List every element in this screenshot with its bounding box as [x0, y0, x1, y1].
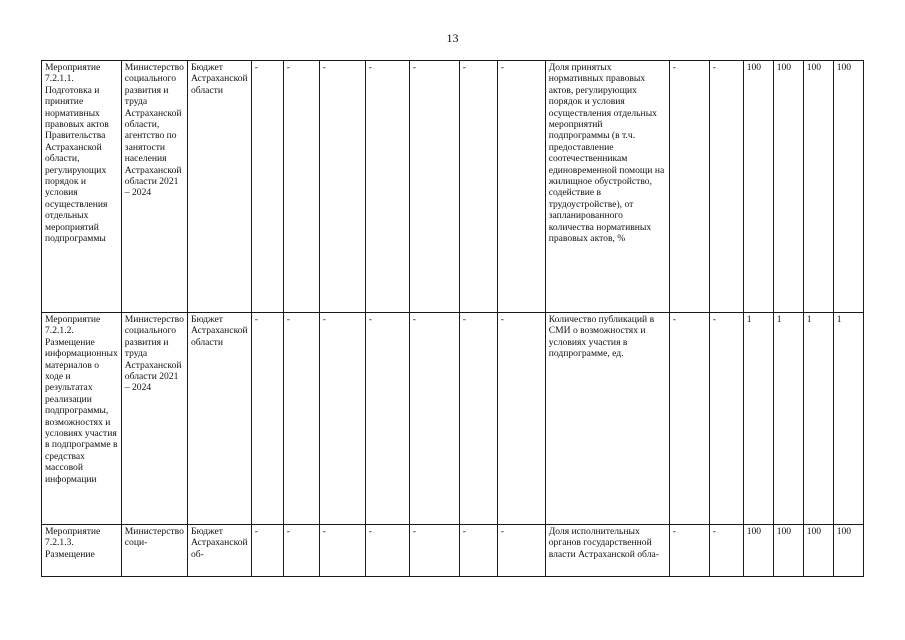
value-cell: -: [283, 525, 319, 577]
value-cell: -: [365, 525, 409, 577]
target-value-cell: 100: [773, 525, 803, 577]
base-value-cell: -: [709, 525, 743, 577]
value-cell: -: [497, 525, 545, 577]
target-value-cell: 100: [833, 525, 863, 577]
activities-table: [41, 60, 864, 577]
value-cell: -: [365, 61, 409, 313]
funding-source: Бюджет Астраханской области: [187, 313, 251, 525]
indicator-cell: Доля исполнительных органов государственной власти Астраханской обла-: [545, 525, 669, 577]
value-cell: -: [365, 313, 409, 525]
executor-cell: Министерство соци-: [121, 525, 187, 577]
target-value-cell: 100: [743, 525, 773, 577]
value-cell: -: [459, 61, 497, 313]
target-value-cell: 1: [743, 313, 773, 525]
value-cell: -: [283, 313, 319, 525]
value-cell: -: [409, 525, 459, 577]
target-value-cell: 100: [833, 61, 863, 313]
value-cell: -: [251, 313, 283, 525]
target-value-cell: 1: [773, 313, 803, 525]
executor-cell: Министерство социального развития и труда Астраханской области, агентство по занятости населения Астраханской области 2021 – 2024: [121, 61, 187, 313]
page-number: 13: [446, 31, 459, 45]
value-cell: -: [497, 61, 545, 313]
value-cell: -: [497, 313, 545, 525]
target-value-cell: 1: [803, 313, 833, 525]
base-value-cell: -: [669, 61, 709, 313]
value-cell: -: [319, 313, 365, 525]
indicator-cell: Количество публикаций в СМИ о возможностях и условиях участия в подпрограмме, ед.: [545, 313, 669, 525]
activity-name: Мероприятие 7.2.1.1. Подготовка и принятие нормативных правовых актов Правительства Астраханской области, регулирующих порядок и условия осуществления отдельных мероприятий подпрограммы: [42, 61, 122, 313]
funding-source: Бюджет Астраханской об-: [187, 525, 251, 577]
value-cell: -: [409, 61, 459, 313]
table-row: [42, 525, 864, 577]
value-cell: -: [409, 313, 459, 525]
executor-cell: Министерство социального развития и труда Астраханской области 2021 – 2024: [121, 313, 187, 525]
value-cell: -: [319, 525, 365, 577]
value-cell: -: [251, 61, 283, 313]
value-cell: -: [283, 61, 319, 313]
base-value-cell: -: [669, 525, 709, 577]
target-value-cell: 100: [803, 61, 833, 313]
indicator-cell: Доля принятых нормативных правовых актов, регулирующих порядок и условия осуществления отдельных мероприятий подпрограммы (в т.ч. предоставление соотечественникам единовременной помощи на жилищное обустройство, содействие в трудоустройстве), от запланированного количества нормативных правовых актов, %: [545, 61, 669, 313]
table-row: [42, 313, 864, 525]
funding-source: Бюджет Астраханской области: [187, 61, 251, 313]
value-cell: -: [251, 525, 283, 577]
target-value-cell: 100: [773, 61, 803, 313]
base-value-cell: -: [709, 313, 743, 525]
activity-name: Мероприятие 7.2.1.3. Размещение: [42, 525, 122, 577]
table-row: [42, 61, 864, 313]
base-value-cell: -: [669, 313, 709, 525]
value-cell: -: [319, 61, 365, 313]
base-value-cell: -: [709, 61, 743, 313]
activity-name: Мероприятие 7.2.1.2. Размещение информационных материалов о ходе и результатах реализации подпрограммы, возможностях и условиях участия в подпрограмме в средствах массовой информации: [42, 313, 122, 525]
target-value-cell: 1: [833, 313, 863, 525]
target-value-cell: 100: [743, 61, 773, 313]
value-cell: -: [459, 313, 497, 525]
target-value-cell: 100: [803, 525, 833, 577]
value-cell: -: [459, 525, 497, 577]
